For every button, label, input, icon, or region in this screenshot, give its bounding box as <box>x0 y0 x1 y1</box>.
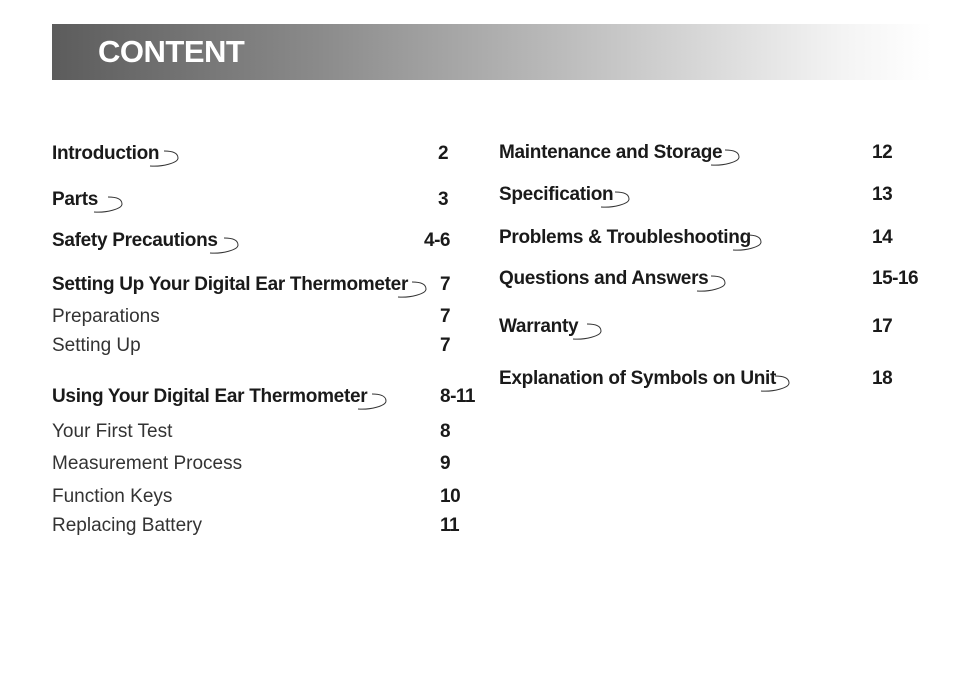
toc-entry-label: Warranty <box>499 316 579 337</box>
swoosh-arc-icon <box>208 236 242 256</box>
swoosh-arc-icon <box>148 149 182 169</box>
swoosh-arc-icon <box>759 374 793 394</box>
toc-entry-page: 2 <box>438 143 449 164</box>
toc-entry-label: Your First Test <box>52 421 173 442</box>
toc-entry-page: 7 <box>440 274 451 295</box>
toc-entry-page: 12 <box>872 142 893 163</box>
toc-entry-page: 18 <box>872 368 893 389</box>
toc-entry-label: Function Keys <box>52 486 173 507</box>
toc-entry-page: 9 <box>440 453 451 474</box>
swoosh-arc-icon <box>695 274 729 294</box>
toc-entry-label: Problems & Troubleshooting <box>499 227 751 248</box>
swoosh-arc-icon <box>396 280 430 300</box>
swoosh-arc-icon <box>571 322 605 342</box>
toc-entry-label: Preparations <box>52 306 160 327</box>
swoosh-arc-icon <box>92 195 126 215</box>
toc-entry-label: Explanation of Symbols on Unit <box>499 368 777 389</box>
page-title: CONTENT <box>98 34 245 69</box>
toc-entry-label: Setting Up <box>52 335 141 356</box>
toc-entry-label: Parts <box>52 189 99 210</box>
toc-entry-label: Setting Up Your Digital Ear Thermometer <box>52 274 409 295</box>
toc-entry-label: Using Your Digital Ear Thermometer <box>52 386 368 407</box>
swoosh-arc-icon <box>356 392 390 412</box>
toc-entry-page: 17 <box>872 316 893 337</box>
toc-entry-page: 10 <box>440 486 461 507</box>
toc-entry-page: 11 <box>440 515 460 536</box>
toc-entry-page: 8-11 <box>440 386 475 407</box>
toc-entry-page: 3 <box>438 189 449 210</box>
toc-entry-page: 8 <box>440 421 451 442</box>
toc-entry-label: Replacing Battery <box>52 515 202 536</box>
content-header-banner <box>52 24 932 80</box>
swoosh-arc-icon <box>731 233 765 253</box>
toc-entry-page: 4-6 <box>424 230 450 251</box>
toc-entry-label: Measurement Process <box>52 453 243 474</box>
toc-entry-page: 7 <box>440 306 451 327</box>
toc-entry-label: Maintenance and Storage <box>499 142 723 163</box>
toc-entry-label: Specification <box>499 184 614 205</box>
toc-entry-page: 14 <box>872 227 893 248</box>
toc-entry-label: Introduction <box>52 143 160 164</box>
swoosh-arc-icon <box>599 190 633 210</box>
toc-entry-page: 15-16 <box>872 268 919 289</box>
swoosh-arc-icon <box>709 148 743 168</box>
toc-entry-label: Questions and Answers <box>499 268 709 289</box>
toc-entry-label: Safety Precautions <box>52 230 218 251</box>
toc-entry-page: 7 <box>440 335 451 356</box>
toc-entry-page: 13 <box>872 184 893 205</box>
